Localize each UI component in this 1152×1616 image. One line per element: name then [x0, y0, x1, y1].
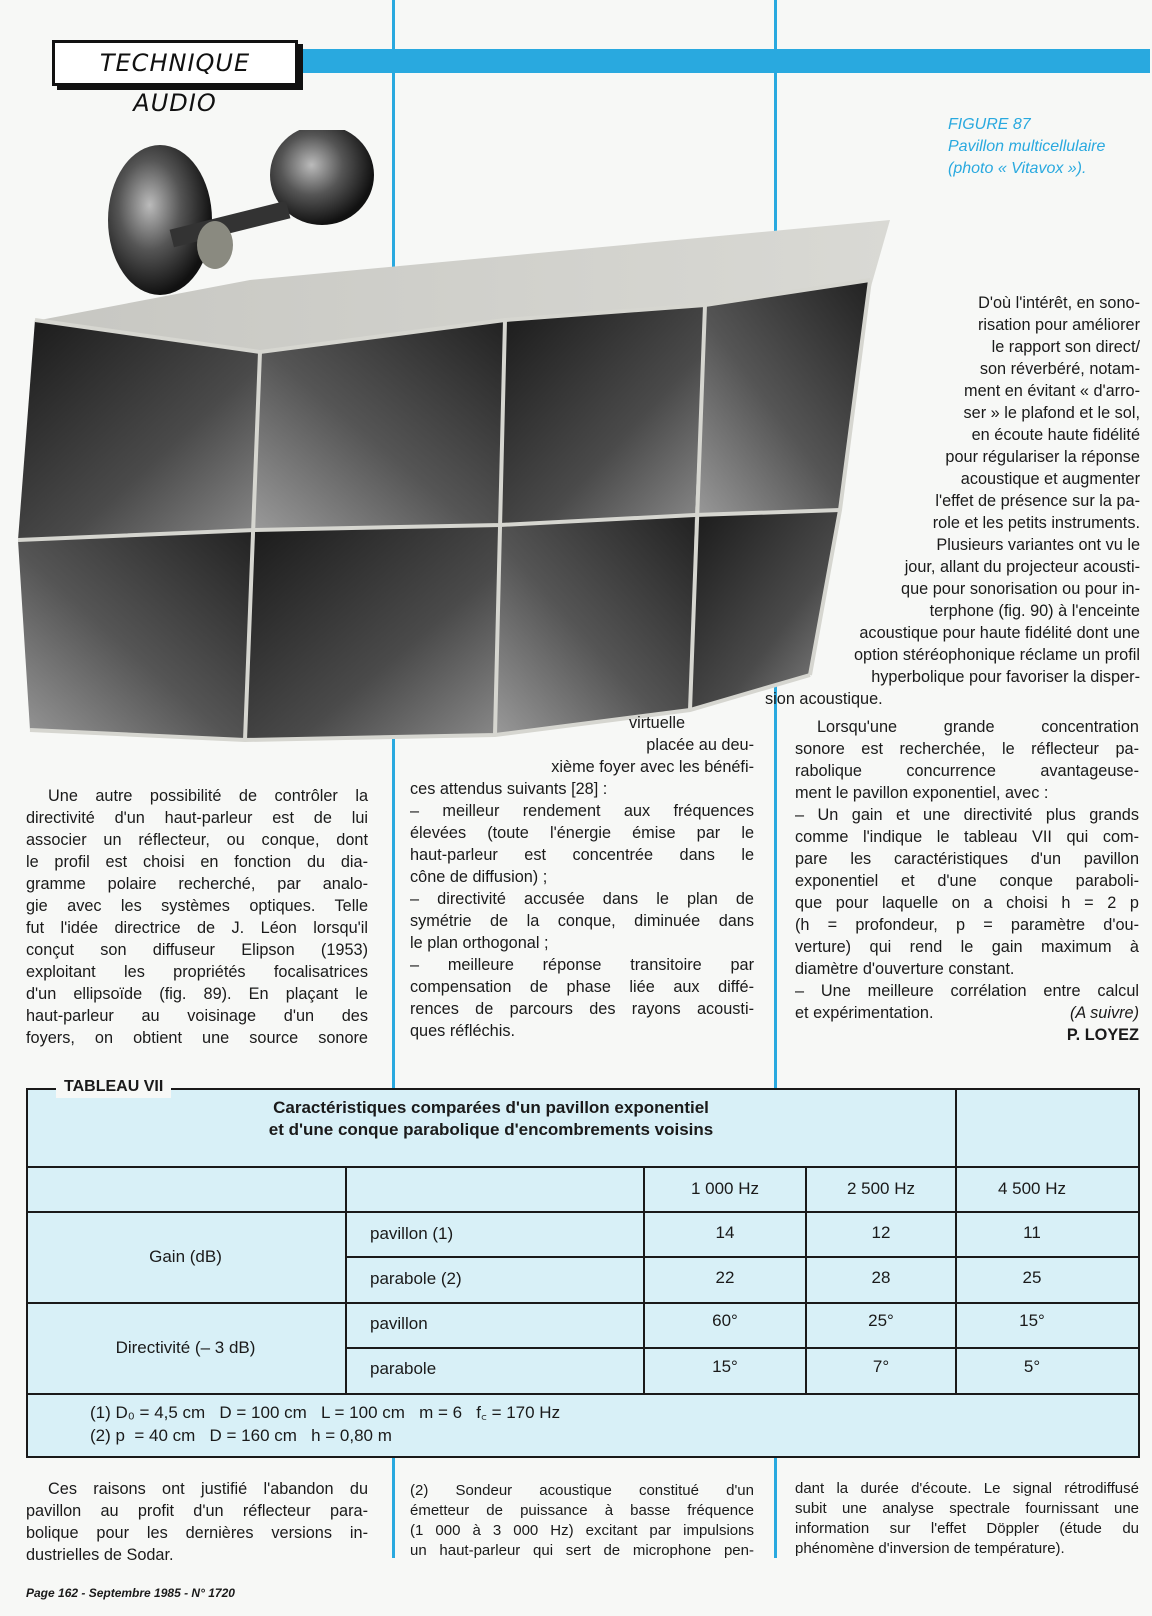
- text-line: directivité d'un haut-parleur est de lui: [26, 809, 368, 827]
- text-line: exploitant les propriétés focalisatrices: [26, 963, 368, 981]
- table-row-label: pavillon (1): [370, 1224, 454, 1243]
- column2-top: [410, 712, 754, 778]
- text-line: cône de diffusion) ;: [410, 868, 548, 886]
- horn-cell: [500, 305, 705, 525]
- text-line: gie avec les systèmes optiques. Telle: [26, 897, 368, 915]
- text-line: Ces raisons ont justifié l'abandon du: [48, 1480, 368, 1498]
- table-cell: 60°: [712, 1311, 738, 1330]
- table-label: TABLEAU VII: [56, 1076, 171, 1098]
- table-title-line: et d'une conque parabolique d'encombrements voisins: [268, 1120, 714, 1139]
- column3-lower: [795, 716, 1139, 1046]
- table-header-cell: 1 000 Hz: [690, 1179, 760, 1198]
- text-line: rences de parcours des rayons acousti-: [410, 1000, 754, 1018]
- text-line: ces attendus suivants [28] :: [410, 780, 608, 798]
- text-line: son réverbéré, notam-: [979, 360, 1140, 378]
- text-line: pare les caractéristiques d'un pavillon: [795, 850, 1139, 868]
- table-cell: 7°: [872, 1357, 890, 1376]
- text-line: option stéréophonique réclame un profil: [853, 646, 1140, 664]
- text-line: (h = profondeur, p = paramètre d'ou-: [795, 916, 1139, 934]
- text-line: exponentiel et d'une conque paraboli-: [795, 872, 1139, 890]
- text-line: ment le pavillon exponentiel, avec :: [795, 784, 1049, 802]
- text-line: bolique pour les dernières versions in-: [26, 1524, 368, 1542]
- bottom-column2: [410, 1481, 754, 1561]
- text-line: le rapport son direct/: [991, 338, 1140, 356]
- text-line: symétrie de la conque, diminuée dans: [410, 912, 754, 930]
- text-line: subit une analyse spectrale fournissant une: [795, 1500, 1139, 1517]
- horn-cell: [255, 320, 505, 530]
- text-line: hyperbolique pour favoriser la disper-: [871, 668, 1140, 686]
- text-line: phénomène d'inversion de température).: [795, 1540, 1065, 1557]
- table-cell: 22: [715, 1268, 735, 1287]
- author: P. LOYEZ: [1066, 1026, 1139, 1044]
- text-line: acoustique et augmenter: [960, 470, 1140, 488]
- text-line: ques réfléchis.: [410, 1022, 515, 1040]
- text-line: role et les petits instruments.: [932, 514, 1140, 532]
- text-line: un haut-parleur qui sert de microphone pen-: [410, 1542, 754, 1559]
- column1: [26, 785, 368, 1049]
- text-line: compensation de phase liée aux diffé-: [410, 978, 754, 996]
- text-line: comme l'indique le tableau VII qui com-: [795, 828, 1139, 846]
- text-line: information sur l'effet Döppler (étude du: [795, 1520, 1139, 1537]
- text-line: gramme polaire recherché, par analo-: [26, 875, 368, 893]
- closing-line: [795, 1002, 1139, 1024]
- text-line: pavillon au profit d'un réflecteur para-: [26, 1502, 368, 1520]
- text-line: terphone (fig. 90) à l'enceinte: [929, 602, 1140, 620]
- text-line: le plan orthogonal ;: [410, 934, 549, 952]
- table-cell: 15°: [712, 1357, 738, 1376]
- table-rule: [345, 1166, 347, 1393]
- table-title: [26, 1097, 956, 1141]
- horn-cell: [18, 320, 260, 540]
- table-row-label: pavillon: [370, 1314, 428, 1333]
- table-rule: [26, 1393, 1140, 1395]
- text-line: acoustique pour haute fidélité dont une: [859, 624, 1140, 642]
- text-line: (2) Sondeur acoustique constitué d'un: [410, 1482, 754, 1499]
- horn-cell: [18, 530, 255, 740]
- text-line: verture) qui rend le gain maximum à: [795, 938, 1139, 956]
- text-line: risation pour améliorer: [978, 316, 1140, 334]
- column-rule-1-bottom: [392, 1458, 395, 1558]
- text-line: Plusieurs variantes ont vu le: [936, 536, 1140, 554]
- table-header-cell: 4 500 Hz: [997, 1179, 1067, 1198]
- table-row-label: parabole (2): [370, 1269, 462, 1288]
- table-group-label: Gain (dB): [149, 1247, 222, 1266]
- table-rule: [345, 1347, 1140, 1349]
- table-cell: 12: [871, 1223, 891, 1242]
- caption-line: (photo « Vitavox »).: [948, 160, 1087, 177]
- text-line: et expérimentation.: [795, 1004, 934, 1022]
- table-cell: 25°: [868, 1311, 894, 1330]
- to-follow: (A suivre): [1069, 1004, 1139, 1022]
- table-rule: [26, 1166, 1140, 1168]
- figure-number: FIGURE 87: [948, 116, 1031, 133]
- text-line: rabolique concurrence avantageuse-: [795, 762, 1139, 780]
- section-title: TECHNIQUE AUDIO: [52, 40, 298, 86]
- text-line: pour régulariser la réponse: [945, 448, 1140, 466]
- text-line: sonore est recherchée, le réflecteur pa-: [795, 740, 1139, 758]
- text-line: dant la durée d'écoute. Le signal rétrodiffusé: [795, 1480, 1139, 1497]
- column-rule-2-bottom: [774, 1458, 777, 1558]
- driver-left: [108, 145, 212, 295]
- text-line: placée au deu-: [646, 736, 754, 754]
- table-footnote: (1) D₀ = 4,5 cm D = 100 cm L = 100 cm m = 6 f꜀ = 170 Hz: [90, 1403, 561, 1422]
- text-line: D'où l'intérêt, en sono-: [978, 294, 1140, 312]
- text-line: – Une meilleure corrélation entre calcul: [795, 982, 1139, 1000]
- bottom-column1: [26, 1478, 368, 1566]
- text-line: diamètre d'ouverture constant.: [795, 960, 1015, 978]
- column3-upper: [765, 292, 1140, 710]
- coupling-ring: [197, 221, 233, 269]
- horn-cell: [690, 510, 840, 710]
- text-line: que pour sonorisation ou pour in-: [901, 580, 1140, 598]
- text-line: – Un gain et une directivité plus grands: [795, 806, 1139, 824]
- caption-line: Pavillon multicellulaire: [948, 138, 1106, 155]
- text-line: d'un ellipsoïde (fig. 89). En plaçant le: [26, 985, 368, 1003]
- table-title-line: Caractéristiques comparées d'un pavillon exponentiel: [273, 1098, 709, 1117]
- table-group-label: Directivité (– 3 dB): [115, 1338, 256, 1357]
- text-line: haut-parleur est concentrée dans le: [410, 846, 754, 864]
- table-cell: 5°: [1023, 1357, 1041, 1376]
- horn-cell: [495, 515, 695, 735]
- table-rule: [26, 1302, 1140, 1304]
- text-line: conçut son diffuseur Elipson (1953): [26, 941, 368, 959]
- text-line: fut l'idée directrice de J. Léon lorsqu'il: [26, 919, 368, 937]
- text-line: Lorsqu'une grande concentration: [817, 718, 1139, 736]
- text-line: en écoute haute fidélité: [971, 426, 1140, 444]
- table-cell: 15°: [1019, 1311, 1045, 1330]
- text-line: le profil est choisi en fonction du dia-: [26, 853, 368, 871]
- bottom-column3: [795, 1479, 1139, 1559]
- text-line: – meilleur rendement aux fréquences: [410, 802, 754, 820]
- table-cell: 28: [871, 1268, 891, 1287]
- text-line: (1 000 à 3 000 Hz) excitant par impulsions: [410, 1522, 754, 1539]
- text-line: jour, allant du projecteur acousti-: [904, 558, 1140, 576]
- text-line: l'effet de présence sur la pa-: [935, 492, 1140, 510]
- horn-cell: [245, 525, 500, 740]
- text-line: foyers, on obtient une source sonore: [26, 1029, 368, 1047]
- text-line: Une autre possibilité de contrôler la: [48, 787, 368, 805]
- text-line: sion acoustique.: [765, 690, 883, 708]
- text-line: dustrielles de Sodar.: [26, 1546, 174, 1564]
- text-line: – directivité accusée dans le plan de: [410, 890, 754, 908]
- text-line: élevées (toute l'énergie émise par le: [410, 824, 754, 842]
- text-line: émetteur de puissance à basse fréquence: [410, 1502, 754, 1519]
- horn-photo: [0, 130, 900, 765]
- text-line: virtuelle: [628, 714, 686, 732]
- page-folio: Page 162 - Septembre 1985 - N° 1720: [26, 1586, 235, 1600]
- table-footnote: (2) p = 40 cm D = 160 cm h = 0,80 m: [90, 1426, 392, 1445]
- text-line: que pour laquelle on a choisi h = 2 p: [795, 894, 1139, 912]
- text-line: xième foyer avec les bénéfi-: [551, 758, 754, 776]
- text-line: ser » le plafond et le sol,: [963, 404, 1140, 422]
- table-header-cell: 2 500 Hz: [846, 1179, 916, 1198]
- figure-caption: [948, 114, 1148, 180]
- table-row-label: parabole: [370, 1359, 437, 1378]
- text-line: – meilleure réponse transitoire par: [410, 956, 754, 974]
- table-rule: [26, 1211, 1140, 1213]
- table-cell: 25: [1022, 1268, 1042, 1287]
- header-bar: [255, 49, 1150, 73]
- column2: [410, 778, 754, 1042]
- text-line: associer un réflecteur, ou conque, dont: [26, 831, 368, 849]
- table-cell: 11: [1023, 1223, 1041, 1242]
- text-line: ment en évitant « d'arro-: [964, 382, 1140, 400]
- table-cell: 14: [715, 1223, 735, 1242]
- table-rule: [345, 1256, 1140, 1258]
- text-line: haut-parleur au voisinage d'un des: [26, 1007, 368, 1025]
